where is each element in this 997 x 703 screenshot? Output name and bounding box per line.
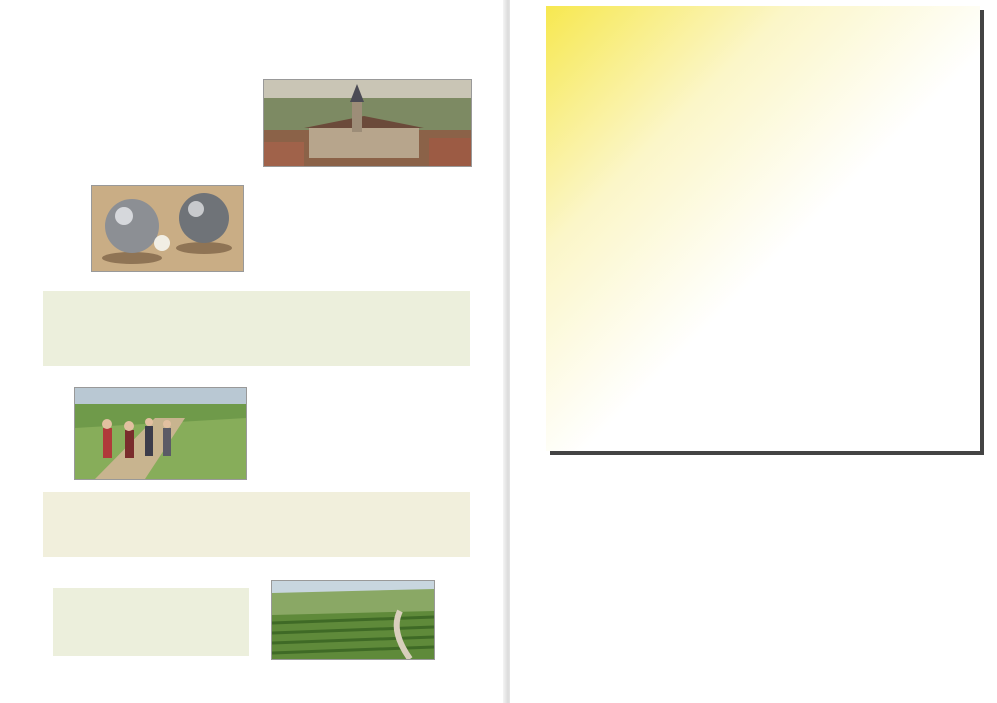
petanque-photo bbox=[91, 185, 244, 272]
hikers-photo bbox=[74, 387, 247, 480]
letter-opening bbox=[552, 22, 977, 39]
vineyard-hike-illustration bbox=[75, 388, 246, 479]
event-band bbox=[43, 492, 470, 557]
president-letter bbox=[552, 22, 977, 53]
letter-box bbox=[546, 6, 980, 451]
petanque-balls-illustration bbox=[92, 186, 243, 271]
church-illustration bbox=[264, 80, 471, 166]
church-photo bbox=[263, 79, 472, 167]
event-band bbox=[43, 291, 470, 366]
vineyard-illustration bbox=[272, 581, 434, 659]
event-band bbox=[53, 588, 249, 656]
vineyard-photo bbox=[271, 580, 435, 660]
